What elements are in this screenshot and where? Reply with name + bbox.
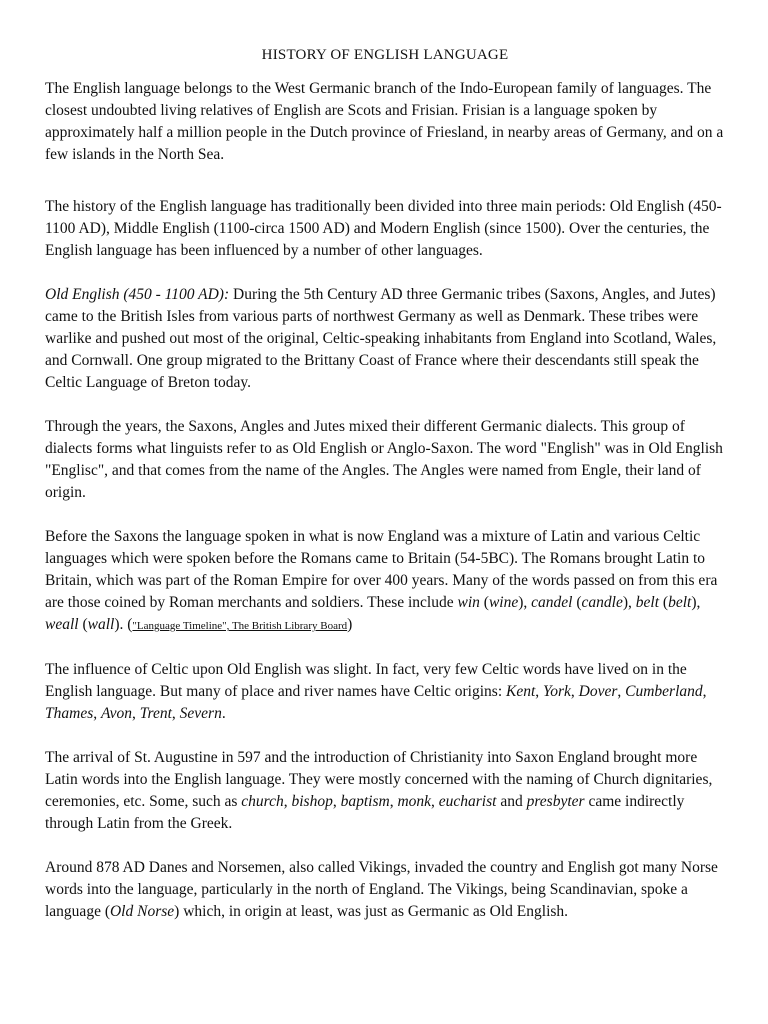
place-severn: Severn: [179, 705, 222, 722]
christianity-text: The arrival of St. Augustine in 597 and the introduction of Christianity into Saxon England brought more Latin words into the English language. They were mostly concerned with the naming of Church dignitaries, ceremonies, etc. Some, such as: [45, 749, 713, 810]
place-avon: Avon: [100, 705, 132, 722]
citation-link[interactable]: "Language Timeline", The British Library Board: [132, 620, 348, 632]
paragraph-old-english: [45, 284, 725, 394]
word-bishop: bishop: [291, 793, 333, 810]
gloss-candle: candle: [581, 594, 623, 611]
word-monk: monk: [397, 793, 432, 810]
term-old-norse: Old Norse: [109, 903, 175, 920]
place-dover: Dover: [578, 683, 618, 700]
word-win: win: [457, 594, 480, 611]
old-english-heading: Old English (450 - 1100 AD):: [45, 286, 230, 303]
latin-text: Before the Saxons the language spoken in what is now England was a mixture of Latin and various Celtic languages which were spoken before the Romans came to Britain (54-5BC). The Romans brought Latin to Britain, which was part of the Roman Empire for over 400 years. Many of the words passed on from this era are those coined by Roman merchants and soldiers. These include: [45, 528, 718, 611]
word-church: church: [241, 793, 284, 810]
paragraph-vikings: [45, 857, 725, 923]
word-candel: candel: [531, 594, 573, 611]
word-presbyter: presbyter: [526, 793, 585, 810]
place-thames: Thames: [45, 705, 94, 722]
celtic-text: The influence of Celtic upon Old English was slight. In fact, very few Celtic words have lived on in the English language. But many of place and river names have Celtic origins:: [45, 661, 687, 700]
word-belt: belt: [635, 594, 660, 611]
paragraph-christianity: The arrival of St. Augustine in 597 and the introduction of Christianity into Saxon England brought more Latin words into the English language. They were mostly concerned with the naming of Church dignitaries, ceremonies, etc. Some, such as church, bishop, baptism, monk, eucharist and presbyter came indirectly through Latin from the Greek.: [45, 749, 713, 832]
place-york: York: [543, 683, 571, 700]
old-english-text: During the 5th Century AD three Germanic tribes (Saxons, Angles, and Jutes) came to the British Isles from various parts of northwest Germany as well as Denmark. These tribes were warlike and pushed out most of the original, Celtic-speaking inhabitants from England into Scotland, Wales, and Cornwall. One group migrated to the Brittany Coast of France where their descendants still speak the Celtic Language of Breton today.: [45, 286, 717, 391]
gloss-belt: belt: [668, 594, 692, 611]
place-trent: Trent: [139, 705, 172, 722]
paragraph-intro: The English language belongs to the West Germanic branch of the Indo-European family of languages. The closest undoubted living relatives of English are Scots and Frisian. Frisian is a language spoken by approximately half a million people in the Dutch province of Friesland, in nearby areas of Germany, and on a few islands in the North Sea.: [45, 80, 724, 163]
gloss-wall: wall: [87, 616, 115, 633]
place-kent: Kent: [506, 683, 536, 700]
gloss-wine: wine: [488, 594, 519, 611]
word-weall: weall: [45, 616, 79, 633]
christianity-tail: came indirectly through Latin from the Greek.: [45, 793, 685, 832]
document-page: [45, 44, 725, 945]
word-baptism: baptism: [340, 793, 390, 810]
vikings-tail: ) which, in origin at least, was just as Germanic as Old English.: [174, 903, 569, 920]
paragraph-dialects: Through the years, the Saxons, Angles and Jutes mixed their different Germanic dialects. This group of dialects forms what linguists refer to as Old English or Anglo-Saxon. The word "English" was in Old English "Englisc", and that comes from the name of the Angles. The Angles were named from Engle, their land of origin.: [45, 418, 723, 501]
paragraph-latin-influence: Before the Saxons the language spoken in what is now England was a mixture of Latin and various Celtic languages which were spoken before the Romans came to Britain (54-5BC). The Romans brought Latin to Britain, which was part of the Roman Empire for over 400 years. Many of the words passed on from this era are those coined by Roman merchants and soldiers. These include win (wine), candel (candle), belt (belt), weall (wall). ("Language Timeline", The British Library Board): [45, 528, 718, 633]
page-title: HISTORY OF ENGLISH LANGUAGE: [261, 47, 509, 63]
paragraph-celtic: The influence of Celtic upon Old English was slight. In fact, very few Celtic words have lived on in the English language. But many of place and river names have Celtic origins: Kent, York, Dover, Cumberland, Thames, Avon, Trent, Severn.: [45, 661, 707, 722]
place-cumberland: Cumberland: [625, 683, 703, 700]
paragraph-periods: The history of the English language has traditionally been divided into three main periods: Old English (450-1100 AD), Middle English (1100-circa 1500 AD) and Modern English (since 1500). Over the centuries, the English language has been influenced by a number of other languages.: [45, 198, 722, 259]
vikings-text: Around 878 AD Danes and Norsemen, also called Vikings, invaded the country and English got many Norse words into the language, particularly in the north of England. The Vikings, being Scandinavian, spoke a language (: [45, 859, 718, 920]
word-eucharist: eucharist: [438, 793, 497, 810]
